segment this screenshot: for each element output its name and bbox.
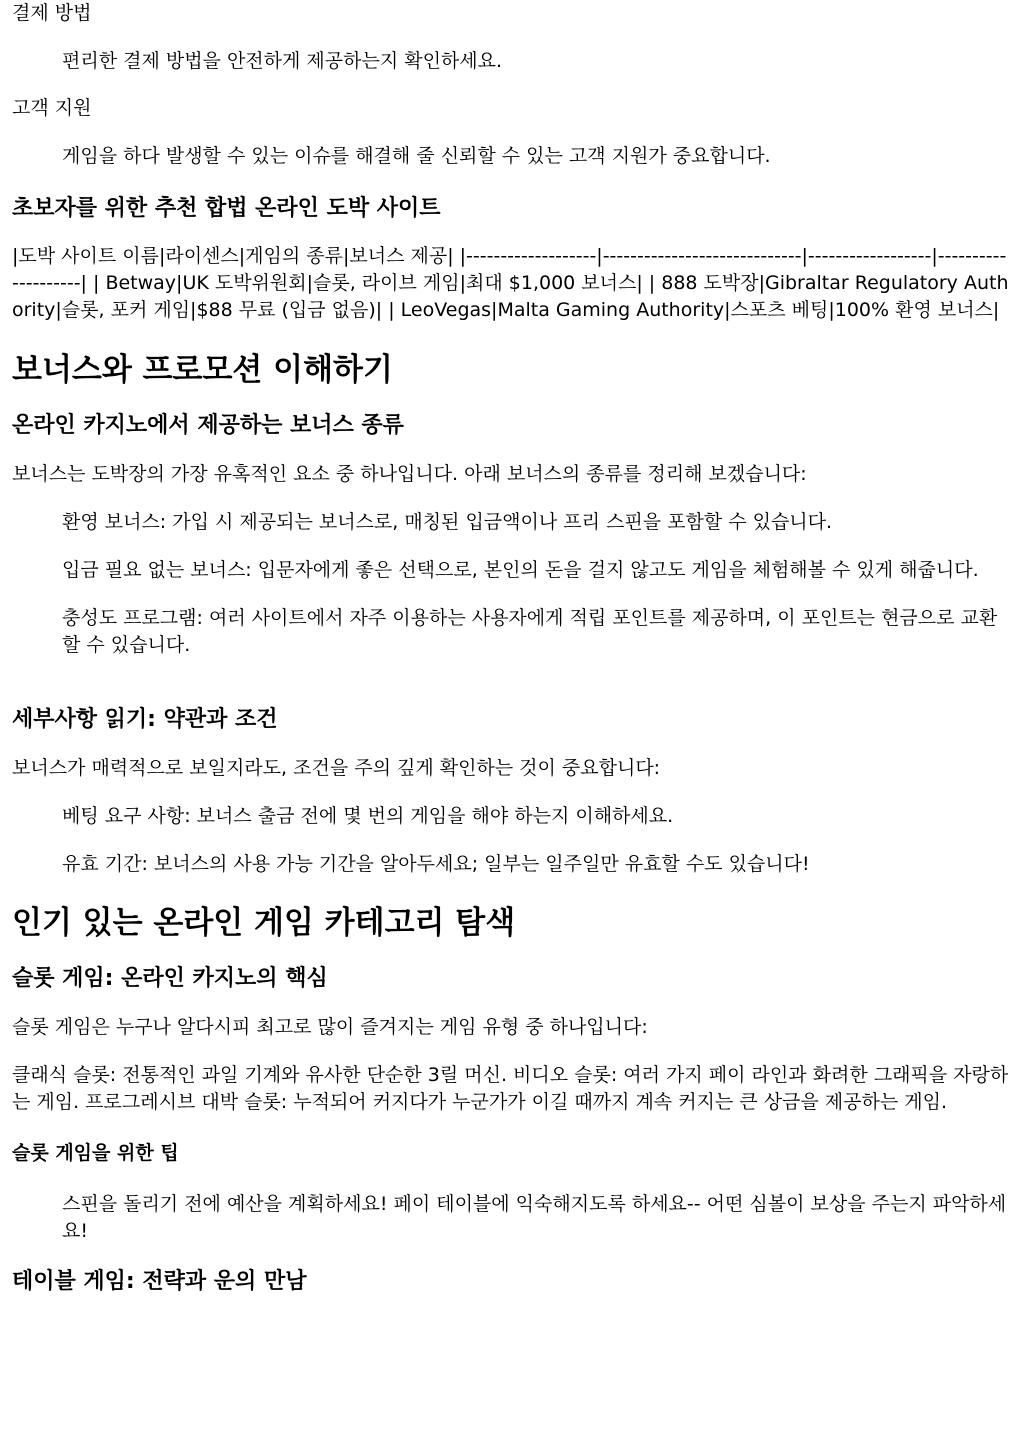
slot-tips-heading: 슬롯 게임을 위한 팁 — [12, 1142, 179, 1164]
bonus-types-heading: 온라인 카지노에서 제공하는 보너스 종류 — [12, 413, 404, 438]
terms-heading: 세부사항 읽기: 약관과 조건 — [12, 707, 278, 732]
terms-intro: 보너스가 매력적으로 보일지라도, 조건을 주의 깊게 확인하는 것이 중요합니다: — [12, 757, 661, 779]
support-term: 고객 지원 — [12, 97, 92, 119]
terms-item-wagering: 베팅 요구 사항: 보너스 출금 전에 몇 번의 게임을 해야 하는지 이해하세요. — [62, 805, 674, 827]
slot-tips-description: 스핀을 돌리기 전에 예산을 계획하세요! 페이 테이블에 익숙해지도록 하세요-- 어떤 심볼이 보상을 주는지 파악하세요! — [62, 1193, 1007, 1242]
bonus-item-no-deposit: 입금 필요 없는 보너스: 입문자에게 좋은 선택으로, 본인의 돈을 걸지 않고도 게임을 체험해볼 수 있게 해줍니다. — [62, 559, 979, 581]
bonus-item-loyalty: 충성도 프로그램: 여러 사이트에서 자주 이용하는 사용자에게 적립 포인트를 제공하며, 이 포인트는 현금으로 교환할 수 있습니다. — [62, 607, 998, 656]
sites-table-text: |도박 사이트 이름|라이센스|게임의 종류|보너스 제공| |-------------------|-----------------------------|------------------|--------------------| | Betway|UK 도박위원회|슬롯, 라이브 게임|최대 $1,000 보너스| | 888 도박장|Gibraltar Regulatory Authority|슬롯, 포커 게임|$88 무료 (입금 없음)| | LeoVegas|Malta Gaming Authority|스포츠 베팅|100% 환영 보너스| — [12, 245, 1009, 321]
slots-heading: 슬롯 게임: 온라인 카지노의 핵심 — [12, 966, 328, 991]
payment-term: 결제 방법 — [12, 2, 92, 24]
bonus-intro: 보너스는 도박장의 가장 유혹적인 요소 중 하나입니다. 아래 보너스의 종류를 정리해 보겠습니다: — [12, 463, 807, 485]
payment-description: 편리한 결제 방법을 안전하게 제공하는지 확인하세요. — [62, 50, 503, 72]
slots-description: 클래식 슬롯: 전통적인 과일 기계와 유사한 단순한 3릴 머신. 비디오 슬롯: 여러 가지 페이 라인과 화려한 그래픽을 자랑하는 게임. 프로그레시브 대박 슬롯: 누적되어 커지다가 누군가가 이길 때까지 계속 커지는 큰 상금을 제공하는 게임. — [12, 1064, 1009, 1113]
games-section-heading: 인기 있는 온라인 게임 카테고리 탐색 — [12, 905, 516, 941]
recommend-heading: 초보자를 위한 추천 합법 온라인 도박 사이트 — [12, 196, 441, 221]
slots-intro: 슬롯 게임은 누구나 알다시피 최고로 많이 즐겨지는 게임 유형 중 하나입니다: — [12, 1016, 648, 1038]
bonus-section-heading: 보너스와 프로모션 이해하기 — [12, 352, 393, 388]
table-games-heading: 테이블 게임: 전략과 운의 만남 — [12, 1269, 307, 1294]
bonus-item-welcome: 환영 보너스: 가입 시 제공되는 보너스로, 매칭된 입금액이나 프리 스핀을 포함할 수 있습니다. — [62, 511, 833, 533]
support-description: 게임을 하다 발생할 수 있는 이슈를 해결해 줄 신뢰할 수 있는 고객 지원가 중요합니다. — [62, 145, 771, 167]
terms-item-validity: 유효 기간: 보너스의 사용 가능 기간을 알아두세요; 일부는 일주일만 유효할 수도 있습니다! — [62, 853, 810, 875]
